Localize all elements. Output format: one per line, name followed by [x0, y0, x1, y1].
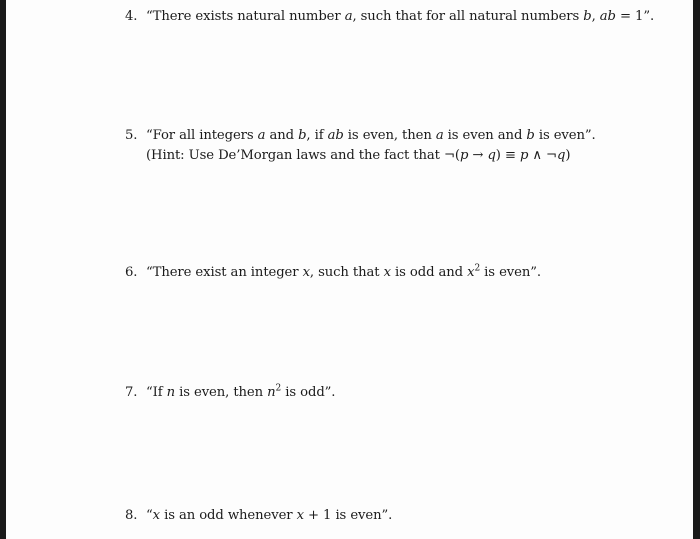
- problem-number: 6.: [125, 265, 138, 280]
- problem-5: [125, 128, 596, 163]
- problem-statement: 5. “For all integers a and b, if ab is even, then a is even and b is even”.: [125, 128, 596, 143]
- problem-number: 5.: [125, 128, 138, 143]
- problem-8: 8. “x is an odd whenever x + 1 is even”.: [125, 508, 393, 523]
- problem-6: 6. “There exist an integer x, such that x is odd and $x^2$ is even”.: [125, 263, 541, 280]
- problem-number: 7.: [125, 385, 138, 400]
- document-page: [6, 0, 693, 539]
- problem-4: 4. “There exists natural number a, such that for all natural numbers b, ab = 1”.: [125, 9, 655, 24]
- problem-number: 4.: [125, 9, 138, 24]
- problem-number: 8.: [125, 508, 138, 523]
- problem-hint: (Hint: Use De’Morgan laws and the fact that ¬(p → q) ≡ p ∧ ¬q): [146, 148, 571, 163]
- problem-7: 7. “If n is even, then $n^2$ is odd”.: [125, 383, 336, 400]
